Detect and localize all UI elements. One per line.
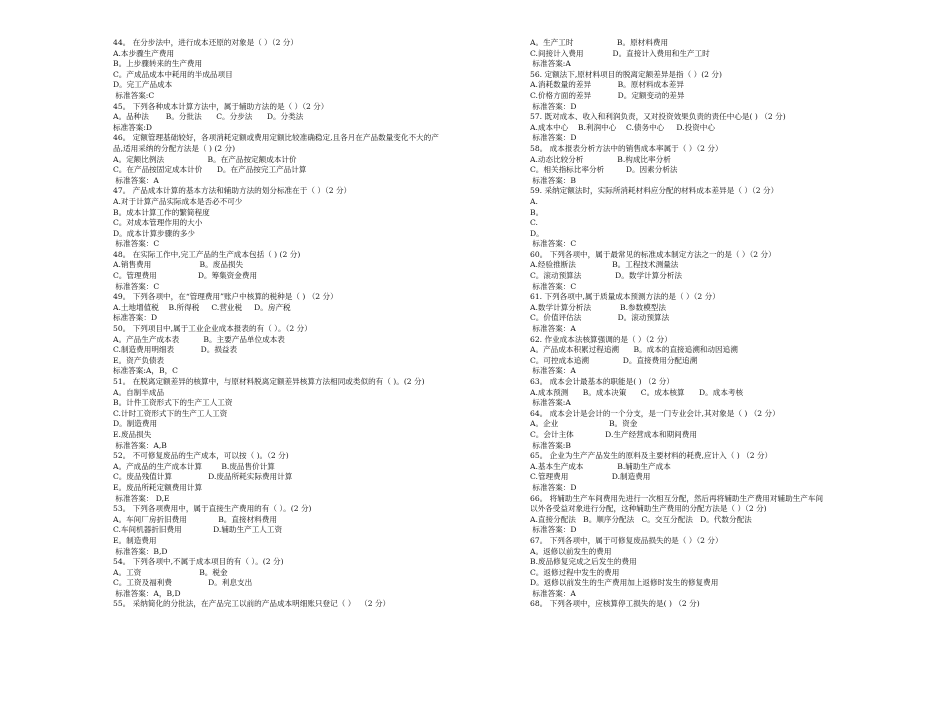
text-line: A.成本预测 B。成本决策 C。成本核算 D。成本考核 (530, 387, 744, 397)
text-line: 标准答案：B,D (113, 546, 168, 556)
text-line: 55。 采纳简化的分批法，在产品完工以前的产品成本明细账只登记（ ） （2 分） (113, 599, 391, 609)
text-line: 56. 定额法下,原材料项目的脱离定额差异是指（ ）(2 分) (530, 69, 722, 79)
text-line: D。制造费用 (113, 419, 158, 429)
text-line: A。产成品的生产成本计算 B.废品售价计算 (113, 461, 275, 471)
text-line: A.经验推断法 B。工程技术测量法 (530, 260, 679, 270)
text-line: B。 (530, 207, 544, 217)
text-line: 44。 在分步法中，进行成本还原的对象是（ ）（2 分） (113, 38, 298, 47)
text-line: A。企业 B。资金 (530, 419, 638, 429)
text-line: 61. 下列各项中,属于质量成本预测方法的是（ ）（2 分） (530, 292, 720, 302)
text-line: C.价格方面的差异 D。定额变动的差异 (530, 90, 685, 100)
text-line: 标准答案：B (530, 175, 576, 185)
text-line: C.管理费用 D.制造费用 (530, 472, 651, 482)
text-line: 标准答案:A (530, 398, 571, 408)
text-line: 48。 在实际工作中,完工产品的生产成本包括（ ) (2 分) (113, 249, 301, 259)
text-line: 标准答案：A (530, 366, 576, 376)
text-line: 64。 成本会计是会计的一个分支，是一门专业会计,其对象是（ ) （2 分） (530, 408, 780, 418)
text-line: E.废品损失 (113, 429, 152, 439)
text-line: 62. 作业成本法核算强调的是（ ）（2 分） (530, 334, 672, 344)
text-line: 标准答案：A (530, 588, 576, 598)
text-line: 50。 下列项目中,属于工业企业成本报表的有（ ）。（2 分） (113, 324, 312, 334)
text-line: A.土地增值税 B.所得税 C.营业税 D。房产税 (113, 302, 291, 312)
left-column (113, 38, 493, 610)
text-line: B。成本计算工作的繁简程度 (113, 207, 210, 217)
text-line: 标准答案：D (530, 525, 577, 535)
text-line: 53。 下列各项费用中，属于直接生产费用的有（ ）。(2 分) (113, 504, 312, 514)
text-line: 49。 下列各项中，在“管理费用”账户中核算的税种是（ ) （2 分） (113, 292, 338, 302)
text-line: 以外各受益对象进行分配，这种辅助生产费用的分配方法是（ ）（2 分) (530, 504, 767, 514)
text-line: 标准答案：A (113, 175, 159, 185)
text-line: A。车间厂房折旧费用 B。直接材料费用 (113, 514, 277, 524)
text-line: A.成本中心 B.利润中心 C.债务中心 D.投资中心 (530, 122, 715, 132)
text-line: A.销售费用 B。废品损失 (113, 260, 244, 270)
text-line: A. (530, 196, 538, 206)
text-line: 标准答案：A (530, 324, 576, 334)
text-line: A。自制半成品 (113, 387, 165, 397)
text-line: 标准答案：D (530, 101, 577, 111)
text-line: 60。 下列各项中，属于最常见的标准成本制定方法之一的是（ ）（2 分） (530, 249, 776, 259)
text-line: C。相关指标比率分析 D。因素分析法 (530, 165, 678, 175)
text-line: C。工资及福利费 D。利息支出 (113, 578, 253, 588)
text-line: 标准答案:A (530, 59, 571, 69)
text-line: 68。 下列各项中，应核算停工损失的是( ) （2 分) (530, 599, 700, 609)
text-line: 标准答案:C (113, 90, 155, 100)
text-line: C。产成品成本中耗用的半成品项目 (113, 69, 233, 79)
text-line: 标准答案:D (113, 122, 153, 132)
text-line: D。 (530, 228, 544, 238)
text-line: 47。 产品成本计算的基本方法和辅助方法的划分标准在于（ ）（2 分） (113, 186, 352, 196)
text-line: C.车间机器折旧费用 D.辅助生产工人工资 (113, 525, 283, 535)
text-line: 51。 在脱离定额差异的核算中，与原材料脱离定额差异核算方法相同或类似的有（ )。(2 分) (113, 377, 425, 386)
text-line: E。制造费用 (113, 535, 157, 545)
text-line: A。生产工时 B。原材料费用 (530, 38, 669, 47)
text-line: A。返修以前发生的费用 (530, 546, 612, 556)
text-line: 标准答案：A，B,D (113, 588, 181, 598)
text-line: A。产品生产成本表 B。主要产品单位成本表 (113, 334, 285, 344)
text-line: D。返修以前发生的生产费用加上返修时发生的修复费用 (530, 578, 719, 588)
text-line: C.制造费用明细表 D。损益表 (113, 345, 238, 355)
text-line: 标准答案:B (530, 440, 571, 450)
text-line: C。在产品按固定成本计价 D。在产品按完工产品计算 (113, 165, 307, 175)
text-line: A.动态比较分析 B.构成比率分析 (530, 154, 671, 164)
text-line: 品,适用采纳的分配方法是（ ) (2 分) (113, 143, 236, 153)
text-line: C. (530, 218, 538, 228)
text-line: 标准答案：C (530, 281, 577, 291)
text-line: A.本步骤生产费用 (113, 48, 175, 58)
text-line: 标准答案： D,E (113, 493, 170, 503)
text-line: C.间接计入费用 D。直接计入费用和生产工时 (530, 48, 710, 58)
text-line: 65。 企业为生产产品发生的原料及主要材料的耗费,应计入（ ) （2 分） (530, 451, 773, 461)
text-line: C。会计主体 D.生产经营成本和期间费用 (530, 429, 697, 439)
text-line: C.计时工资形式下的生产工人工资 (113, 408, 228, 418)
text-line: 标准答案：A,B (113, 440, 167, 450)
text-line: 标准答案：D (530, 133, 577, 143)
text-line: 58。 成本报表分析方法中的销售成本率属于（ ）（2 分） (530, 143, 723, 153)
text-line: 57. 既对成本、收入和利润负责，又对投资效果负责的责任中心是( ) （2 分) (530, 112, 786, 122)
text-line: B.废品修复完成之后发生的费用 (530, 557, 637, 567)
text-line: C。废品残值计算 D.废品所耗实际费用计算 (113, 472, 293, 482)
text-line: A.数学计算分析法 B.参数模型法 (530, 302, 666, 312)
text-line: A.基本生产成本 B.辅助生产成本 (530, 461, 671, 471)
text-line: 45。 下列各种成本计算方法中，属于辅助方法的是（ ）（2 分） (113, 101, 329, 111)
text-line: C。管理费用 D。筹集资金费用 (113, 271, 258, 281)
text-line: 标准答案：C (113, 239, 160, 249)
text-line: A.消耗数量的差异 B。原材料成本差异 (530, 80, 684, 90)
text-line: C。返修过程中发生的费用 (530, 567, 620, 577)
text-line: B。计件工资形式下的生产工人工资 (113, 398, 233, 408)
text-line: A.直接分配法 B。顺序分配法 C。交互分配法 D。代数分配法 (530, 514, 752, 524)
text-line: 标准答案：C (113, 281, 160, 291)
text-line: A。工资 B。税金 (113, 567, 228, 577)
text-line: A。产品成本积累过程追溯 B。成本的直接追溯和动因追溯 (530, 345, 738, 355)
text-line: E。资产负债表 (113, 355, 165, 365)
text-line: D。完工产品成本 (113, 80, 173, 90)
text-line: 标准答案：D (113, 313, 158, 323)
text-line: 46。 定额管理基础较好，各项消耗定额或费用定额比较准确稳定,且各月在产品数量变化不大的产 (113, 133, 439, 143)
text-line: 标准答案:A，B，C (113, 366, 178, 376)
text-line: 标准答案：D (530, 482, 577, 492)
text-line: C。价值评估法 D。滚动预算法 (530, 313, 670, 323)
text-line: 66。 将辅助生产车间费用先进行一次相互分配，然后再将辅助生产费用对辅助生产车间 (530, 493, 824, 503)
text-line: 52。 不可修复废品的生产成本，可以按（ )。（2 分) (113, 451, 289, 461)
text-line: A.对于计算产品实际成本是否必不可少 (113, 196, 243, 206)
text-line: 54。 下列各项中,不属于成本项目的有（ ）。(2 分) (113, 557, 284, 567)
text-line: D。成本计算步骤的多少 (113, 228, 196, 238)
text-line: C。可控成本追溯 D。直接费用分配追溯 (530, 355, 698, 365)
text-line: C。对成本管理作用的大小 (113, 218, 203, 228)
text-line: 标准答案：C (530, 239, 577, 249)
text-line: B。上步骤转来的生产费用 (113, 59, 203, 69)
text-line: E。废品所耗定额费用计算 (113, 482, 203, 492)
text-line: 63。 成本会计最基本的职能是( ) （2 分） (530, 377, 674, 386)
right-column (530, 38, 915, 610)
text-line: A。品种法 B。分批法 C。分步法 D。分类法 (113, 112, 304, 122)
text-line: 67。 下列各项中，属于可修复废品损失的是（ ）（2 分） (530, 535, 723, 545)
text-line: A。定额比例法 B。在产品按定额成本计价 (113, 154, 297, 164)
text-line: 59. 采纳定额法时，实际所消耗材料应分配的材料成本差异是（ ）（2 分） (530, 186, 779, 196)
text-line: C。滚动预算法 D。数学计算分析法 (530, 271, 683, 281)
